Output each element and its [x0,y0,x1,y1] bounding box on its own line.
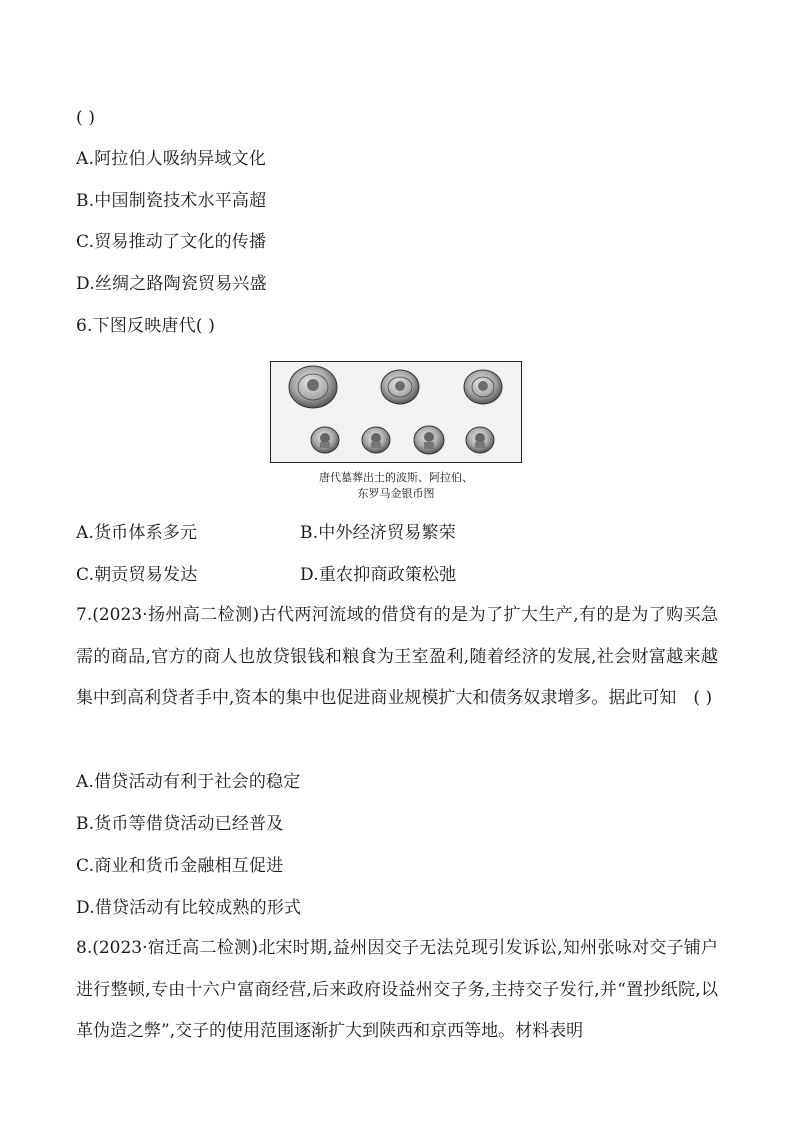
q6-option-b: B.中外经济贸易繁荣 [300,523,456,543]
q7-stem: 7.(2023·扬州高二检测)古代两河流域的借贷有的是为了扩大生产,有的是为了购买急需的商品,官方的商人也放贷银钱和粮食为王室盈利,随着经济的发展,社会财富越来越集中到高利贷者手中,资本的集中也促进商业规模扩大和债务奴隶增多。据此可知 ( ) [76,605,718,709]
q6-option-c: C.朝贡贸易发达 [76,565,198,585]
coins-image [271,362,521,462]
q5-option-c: C.贸易推动了文化的传播 [76,232,267,252]
coin-byzantine-1 [311,427,339,453]
q7-option-a: A.借贷活动有利于社会的稳定 [76,772,301,792]
figure-caption-line-1: 唐代墓葬出土的波斯、阿拉伯、 [319,471,473,484]
q8-stem: 8.(2023·宿迁高二检测)北宋时期,益州因交子无法兑现引发诉讼,知州张咏对交子铺户进行整顿,专由十六户富商经营,后来政府设益州交子务,主持交子发行,并“置抄纸院,以革伪造之弊”,交子的使用范围逐渐扩大到陕西和京西等地。材料表明 [76,938,718,1042]
q5-option-a: A.阿拉伯人吸纳异域文化 [76,149,267,169]
q5-option-d: D.丝绸之路陶瓷贸易兴盛 [76,274,267,294]
q6-option-d: D.重农抑商政策松弛 [300,565,457,585]
coin-byzantine-2 [362,427,390,453]
figure-caption-line-2: 东罗马金银币图 [357,487,435,500]
q5-option-b: B.中国制瓷技术水平高超 [76,191,267,211]
coin-persian-right [464,370,502,404]
q6-stem: 6.下图反映唐代( ) [76,316,216,336]
q6-option-a: A.货币体系多元 [76,523,198,543]
coin-byzantine-3 [414,426,444,454]
q7-option-d: D.借贷活动有比较成熟的形式 [76,898,302,918]
coin-byzantine-4 [466,427,494,453]
coin-arab [381,370,419,404]
coin-persian-large [289,366,337,408]
q7-option-c: C.商业和货币金融相互促进 [76,856,284,876]
coins-figure [270,361,522,463]
q5-answer-bracket: ( ) [76,108,96,128]
q7-option-b: B.货币等借贷活动已经普及 [76,814,284,834]
